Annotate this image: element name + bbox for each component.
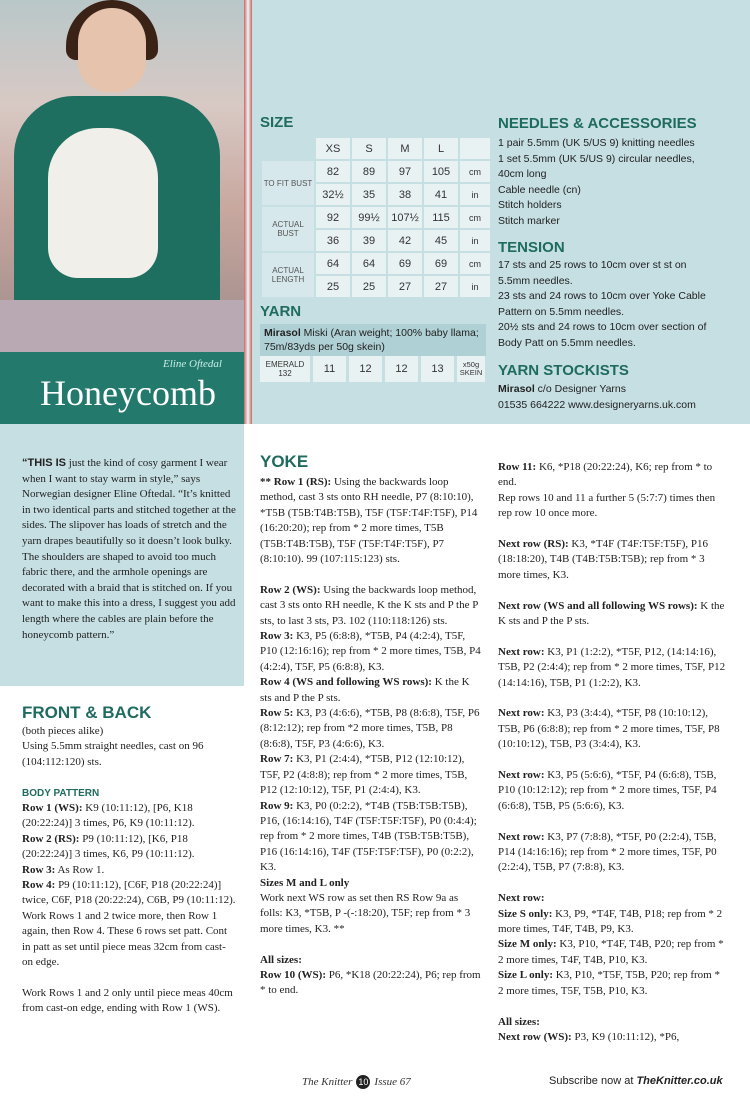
row-label: Row 7: bbox=[260, 753, 294, 766]
row-text: K3, P1 (1:2:2), *T5F, P12, (14:14:16), T5B, P2 (2:4:4); rep from * 2 more times, T5F, P12 (14:14:16), T5B, P1 (1:2:2), K3. bbox=[498, 645, 726, 689]
yarn-qty: 13 bbox=[421, 356, 454, 382]
row-label: Row 5: bbox=[260, 707, 294, 720]
yarn-description bbox=[260, 324, 486, 356]
row-label: Next row: bbox=[498, 830, 545, 843]
intro-body: just the kind of cosy garment I wear when I want to stay warm in style,” says Norwegian designer Eline Oftedal. “It’s knitted in two identical parts and stitched together at the sides. The slipover has loads of stretch and the yarn drapes beautifully so it doesn’t look bulky. The shoulders are shaped to avoid too much fabric there, and the armhole openings are decorated with a braid that is stitched on. If you want to make this into a dress, I suggest you add length where the cables are plain before the honeycomb pattern.” bbox=[22, 457, 236, 641]
page-number: 10 bbox=[358, 1077, 369, 1087]
row-text: K3, P10, *T4F, T4B, P20; rep from * 2 more times, T4F, T4B, P10, K3. bbox=[498, 938, 724, 966]
yarn-unit: x50g SKEIN bbox=[457, 356, 485, 382]
row-text: K3, P1 (2:4:4), *T5B, P12 (12:10:12), T5F, P2 (4:8:8); rep from * 2 more times, T5B, P12 (12:10:12), T5F, P1 (2:4:4), K3. bbox=[260, 753, 468, 797]
footer-subscribe bbox=[549, 1075, 723, 1087]
tension-line: 20½ sts and 24 rows to 10cm over section of bbox=[498, 321, 707, 333]
yoke-row bbox=[260, 968, 482, 999]
fb-paragraph: Work Rows 1 and 2 twice more, then Row 1 again, then Row 4. These 6 rows set patt. Cont in patt as set until piece meas 32cm from cast-on edge. bbox=[22, 909, 228, 969]
size-row-label: TO FIT BUST bbox=[262, 161, 314, 205]
size-heading: SIZE bbox=[260, 114, 294, 131]
row-text: K3, P9, *T4F, T4B, P18; rep from * 2 more times, T4F, T4B, P9, K3. bbox=[498, 907, 723, 936]
yarn-quantity-row bbox=[260, 356, 485, 382]
yarn-brand: Mirasol bbox=[264, 327, 301, 339]
fb-row bbox=[22, 863, 236, 878]
yoke-row bbox=[260, 583, 482, 629]
front-back-column bbox=[22, 724, 236, 1032]
pattern-title: Honeycomb bbox=[40, 373, 216, 413]
size-col-l: L bbox=[424, 138, 458, 159]
needles-list bbox=[498, 136, 738, 229]
row-text: K3, P7 (7:8:8), *T5F, P0 (2:2:4), T5B, P14 (14:16:16); rep from * 2 more times, T5F, P0 (2:2:4), T5B, P7 (7:8:8), K3. bbox=[498, 830, 717, 874]
magazine-name: The Knitter bbox=[302, 1076, 353, 1088]
yoke-row bbox=[260, 475, 482, 567]
right-column bbox=[498, 460, 728, 1045]
fb-row bbox=[22, 801, 236, 832]
subscribe-text: Subscribe now at bbox=[549, 1075, 637, 1087]
size-cell: 97 bbox=[388, 161, 422, 182]
paragraph: Rep rows 10 and 11 a further 5 (5:7:7) times then rep row 10 once more. bbox=[498, 491, 716, 520]
footer-magazine bbox=[302, 1075, 411, 1089]
row bbox=[498, 1030, 728, 1045]
row-label: Next row (RS): bbox=[498, 538, 569, 551]
yoke-row bbox=[260, 752, 482, 798]
size-cell: 25 bbox=[316, 276, 350, 297]
yoke-column bbox=[260, 475, 482, 999]
size-cell: 39 bbox=[352, 230, 386, 251]
yarn-qty: 12 bbox=[385, 356, 418, 382]
row bbox=[498, 768, 728, 814]
yoke-row bbox=[260, 675, 482, 706]
photo-skirt bbox=[0, 300, 244, 352]
size-cell: 64 bbox=[352, 253, 386, 274]
row-text: K3, P0 (0:2:2), *T4B (T5B:T5B:T5B), P16, (16:14:16), T4F (T5F:T5F:T5F), P0 (0:4:4); rep from * 2 more times, T4B (T5B:T5B:T5B), P16 (16:14:16), T4F (T5F:T5F:T5F), P0 (0:2:2), K3. bbox=[260, 799, 477, 874]
size-col-s: S bbox=[352, 138, 386, 159]
subscribe-link[interactable]: TheKnitter.co.uk bbox=[636, 1075, 723, 1087]
fb-row bbox=[22, 878, 236, 909]
row-label: Size L only: bbox=[498, 969, 554, 982]
size-col-xs: XS bbox=[316, 138, 350, 159]
yoke-paragraph: Work next WS row as set then RS Row 9a as folls: K3, *T5B, P -(-:18:20), T5F; rep from * 3 more times, K3. ** bbox=[260, 891, 471, 935]
row-label: Row 11: bbox=[498, 461, 537, 473]
row-text: K the K sts and P the P sts. bbox=[260, 676, 470, 704]
front-back-heading: FRONT & BACK bbox=[22, 703, 152, 722]
tension-list bbox=[498, 258, 738, 351]
row-label: Next row: bbox=[498, 645, 545, 658]
issue-number: Issue 67 bbox=[374, 1076, 411, 1088]
yarn-shade: EMERALD 132 bbox=[260, 356, 310, 382]
row bbox=[498, 968, 728, 999]
row-text: P9 (10:11:12), [K6, P18 (20:22:24)] 3 times, K6, P9 (10:11:12). bbox=[22, 832, 195, 861]
row-label: Row 2 (WS): bbox=[260, 583, 321, 596]
fb-cast-on: Using 5.5mm straight needles, cast on 96 (104:112:120) sts. bbox=[22, 740, 204, 768]
size-cell: 99½ bbox=[352, 207, 386, 228]
fb-row bbox=[22, 832, 236, 863]
stockists-info bbox=[498, 382, 738, 413]
row bbox=[498, 706, 728, 752]
row-text: K6, *P18 (20:22:24), K6; rep from * to end. bbox=[498, 461, 713, 489]
size-cell: 115 bbox=[424, 207, 458, 228]
row-label: Row 3: bbox=[260, 630, 294, 643]
fb-paragraph: Work Rows 1 and 2 only until piece meas 40cm from cast-on edge, ending with Row 1 (WS). bbox=[22, 986, 233, 1015]
row bbox=[498, 645, 728, 691]
row-label: Next row: bbox=[498, 707, 545, 720]
size-unit: in bbox=[460, 184, 490, 205]
size-cell: 41 bbox=[424, 184, 458, 205]
size-cell: 36 bbox=[316, 230, 350, 251]
size-cell: 82 bbox=[316, 161, 350, 182]
row-label: Row 4: bbox=[22, 879, 56, 892]
intro-text bbox=[22, 456, 236, 643]
size-cell: 105 bbox=[424, 161, 458, 182]
model-photo bbox=[0, 0, 244, 352]
stockist-brand: Mirasol bbox=[498, 383, 535, 395]
tension-heading: TENSION bbox=[498, 239, 565, 256]
size-cell: 27 bbox=[388, 276, 422, 297]
yoke-row bbox=[260, 706, 482, 752]
row-text: P3, K9 (10:11:12), *P6, bbox=[571, 1030, 680, 1043]
stockists-heading: YARN STOCKISTS bbox=[498, 362, 629, 379]
row-text: K3, *T4F (T4F:T5F:T5F), P16 (18:18:20), T4B (T4B:T5B:T5B); rep from * 3 more times, K3. bbox=[498, 538, 709, 581]
row-label: Row 9: bbox=[260, 799, 294, 812]
size-cell: 25 bbox=[352, 276, 386, 297]
yarn-qty: 12 bbox=[349, 356, 382, 382]
row-text: K3, P5 (5:6:6), *T5F, P4 (6:6:8), T5B, P10 (10:12:12); rep from * 2 more times, T5F, P4 (6:6:8), T5B, P5 (5:6:6), K3. bbox=[498, 769, 717, 812]
row-text: K3, P10, *T5F, T5B, P20; rep from * 2 more times, T5F, T5B, P10, K3. bbox=[498, 969, 720, 997]
row-text: K3, P5 (6:8:8), *T5B, P4 (4:2:4), T5F, P10 (12:16:16); rep from * 2 more times, T5B, P4 (4:2:4), T5F, P5 (6:8:8), K3. bbox=[260, 630, 481, 673]
needles-line: 40cm long bbox=[498, 168, 547, 180]
yoke-subheading: All sizes: bbox=[260, 953, 302, 966]
size-cell: 89 bbox=[352, 161, 386, 182]
row-label: Row 2 (RS): bbox=[22, 832, 80, 845]
size-unit: cm bbox=[460, 253, 490, 274]
photo-dog bbox=[48, 128, 158, 278]
size-cell: 107½ bbox=[388, 207, 422, 228]
tension-line: Pattern on 5.5mm needles. bbox=[498, 305, 625, 318]
row-text: K the K sts and P the P sts. bbox=[498, 599, 725, 628]
row-label: All sizes: bbox=[498, 1015, 540, 1028]
yoke-subheading: Sizes M and L only bbox=[260, 876, 350, 889]
row-label: Next row (WS and all following WS rows): bbox=[498, 599, 698, 612]
size-col-m: M bbox=[388, 138, 422, 159]
size-row-label: ACTUAL BUST bbox=[262, 207, 314, 251]
row bbox=[498, 537, 728, 583]
stockist-contact: 01535 664222 www.designeryarns.uk.com bbox=[498, 398, 696, 411]
size-unit: cm bbox=[460, 207, 490, 228]
row-label: Next row (WS): bbox=[498, 1030, 572, 1043]
title-box bbox=[0, 352, 244, 424]
yarn-heading: YARN bbox=[260, 303, 302, 320]
row-label: ** Row 1 (RS): bbox=[260, 476, 332, 488]
size-cell: 92 bbox=[316, 207, 350, 228]
row-text: As Row 1. bbox=[55, 863, 105, 876]
row-text: Using the backwards loop method, cast 3 sts onto RH needle, K the K sts and P the P sts, to last 3 sts, P3. 102 (110:118:126) sts. bbox=[260, 583, 478, 627]
tension-line: 17 sts and 25 rows to 10cm over st st on bbox=[498, 259, 687, 271]
size-unit: in bbox=[460, 230, 490, 251]
fb-sub: (both pieces alike) bbox=[22, 725, 104, 737]
intro-lead: “THIS IS bbox=[22, 457, 67, 469]
row-label: Row 4 (WS and following WS rows): bbox=[260, 676, 432, 689]
size-cell: 64 bbox=[316, 253, 350, 274]
row bbox=[498, 460, 728, 491]
row-label: Row 10 (WS): bbox=[260, 968, 326, 981]
size-cell: 69 bbox=[424, 253, 458, 274]
yoke-row bbox=[260, 799, 482, 876]
designer-name: Eline Oftedal bbox=[163, 358, 222, 370]
row-text: K9 (10:11:12), [P6, K18 (20:22:24)] 3 times, P6, K9 (10:11:12). bbox=[22, 802, 195, 830]
yarn-qty: 11 bbox=[313, 356, 346, 382]
size-cell: 35 bbox=[352, 184, 386, 205]
row bbox=[498, 937, 728, 968]
size-unit: in bbox=[460, 276, 490, 297]
needles-line: 1 pair 5.5mm (UK 5/US 9) knitting needles bbox=[498, 137, 695, 149]
row bbox=[498, 599, 728, 630]
tension-line: 5.5mm needles. bbox=[498, 274, 573, 287]
photo-face bbox=[78, 8, 146, 92]
row-label: Row 3: bbox=[22, 863, 56, 876]
body-pattern-heading: BODY PATTERN bbox=[22, 787, 100, 799]
needles-line: Cable needle (cn) bbox=[498, 183, 581, 196]
photo-edge-strip bbox=[244, 0, 252, 424]
yoke-row bbox=[260, 629, 482, 675]
row-label: Size M only: bbox=[498, 938, 557, 951]
row-label: Size S only: bbox=[498, 907, 553, 920]
yoke-heading: YOKE bbox=[260, 452, 309, 471]
stockist-line: c/o Designer Yarns bbox=[534, 383, 627, 395]
size-table bbox=[260, 136, 492, 299]
row-label: Next row: bbox=[498, 892, 545, 905]
needles-heading: NEEDLES & ACCESSORIES bbox=[498, 115, 697, 132]
tension-line: 23 sts and 24 rows to 10cm over Yoke Cable bbox=[498, 290, 706, 302]
row-text: P9 (10:11:12), [C6F, P18 (20:22:24)] twice, C6F, P18 (20:22:24), C6B, P9 (10:11:12). bbox=[22, 879, 236, 907]
row bbox=[498, 907, 728, 938]
row-label: Next row: bbox=[498, 769, 545, 782]
tension-line: Body Patt on 5.5mm needles. bbox=[498, 336, 636, 349]
size-cell: 45 bbox=[424, 230, 458, 251]
size-cell: 69 bbox=[388, 253, 422, 274]
needles-line: Stitch marker bbox=[498, 214, 560, 227]
size-cell: 27 bbox=[424, 276, 458, 297]
row-label: Row 1 (WS): bbox=[22, 802, 83, 815]
size-cell: 42 bbox=[388, 230, 422, 251]
row bbox=[498, 830, 728, 876]
needles-line: 1 set 5.5mm (UK 5/US 9) circular needles, bbox=[498, 152, 695, 165]
needles-line: Stitch holders bbox=[498, 199, 562, 211]
row-text: K3, P3 (3:4:4), *T5F, P8 (10:10:12), T5B, P6 (6:8:8); rep from * 2 more times, T5F, P8 (10:10:12), T5B, P3 (3:4:4), K3. bbox=[498, 707, 720, 751]
size-cell: 38 bbox=[388, 184, 422, 205]
size-cell: 32½ bbox=[316, 184, 350, 205]
yarn-desc-text: Miski (Aran weight; 100% baby llama; 75m/83yds per 50g skein) bbox=[264, 327, 479, 353]
size-row-label: ACTUAL LENGTH bbox=[262, 253, 314, 297]
size-unit: cm bbox=[460, 161, 490, 182]
row-text: K3, P3 (4:6:6), *T5B, P8 (8:6:8), T5F, P6 (8:12:12); rep from *2 more times, T5B, P8 (8:6:8), T5F, P3 (4:6:6), K3. bbox=[260, 707, 480, 750]
row-text: Using the backwards loop method, cast 3 sts onto RH needle, P7 (8:10:10), *T5B (T5B:T4B:T5B), T5F (T5F:T4F:T5F), P14 (16:20:20); rep from * 2 more times, T5B (T5B:T4B:T5B), T5F (T5F:T4F:T5F), P7 (8:10:10). 99 (107:115:123) sts. bbox=[260, 476, 478, 566]
row-text: P6, *K18 (20:22:24), P6; rep from * to end. bbox=[260, 968, 481, 997]
